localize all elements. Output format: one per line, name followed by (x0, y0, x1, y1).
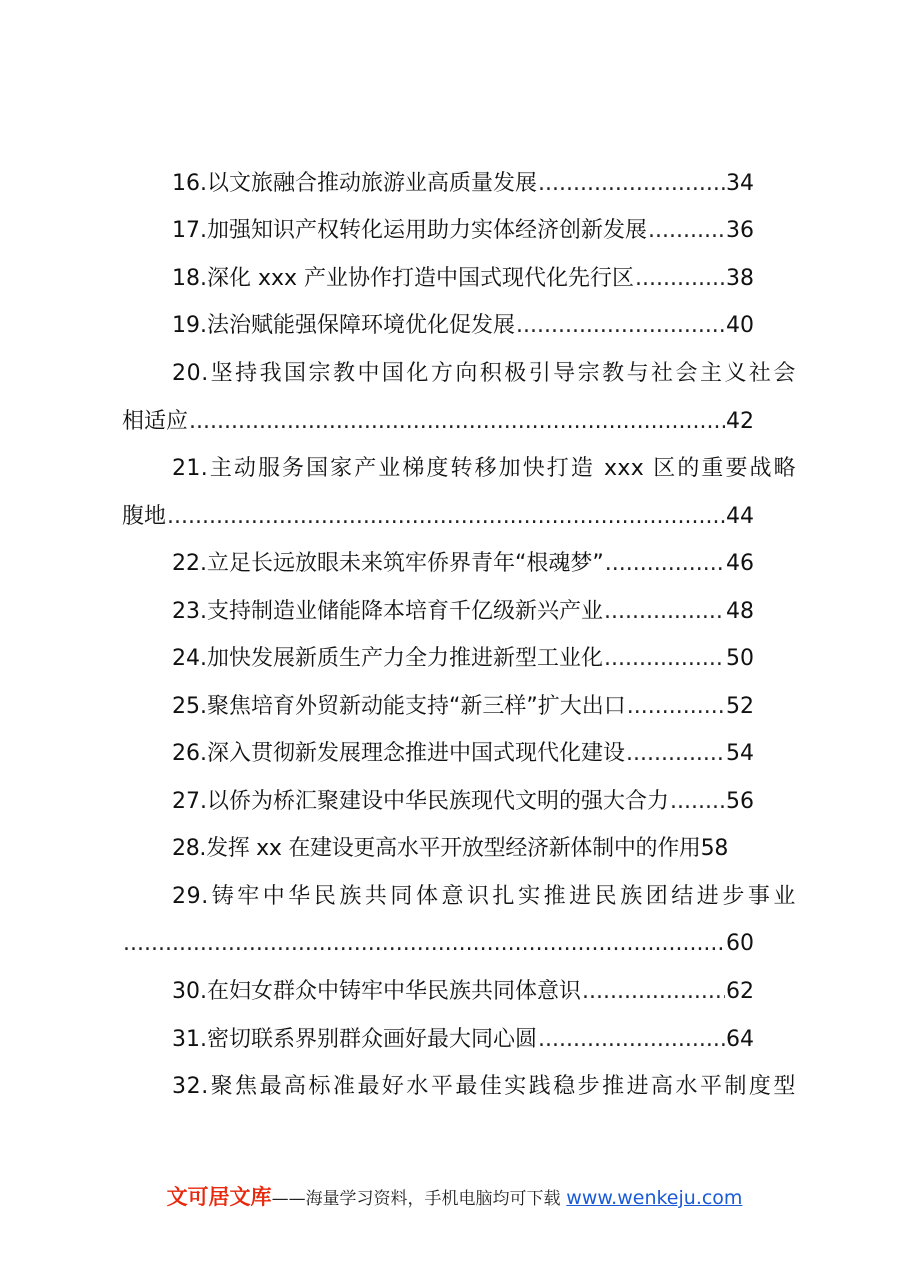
toc-entry[interactable] (0, 825, 909, 873)
toc-entry[interactable] (0, 683, 909, 731)
toc-entry-title: 17.加强知识产权转化运用助力实体经济创新发展 (172, 218, 647, 243)
toc-page-number: 40 (726, 313, 754, 338)
footer-tagline: ——海量学习资料，手机电脑均可下载 (271, 1189, 561, 1209)
toc-entry[interactable] (0, 540, 909, 588)
toc-entry-continuation[interactable] (0, 493, 909, 541)
toc-entry-title: 28.发挥 xx 在建设更高水平开放型经济新体制中的作用 (172, 836, 701, 861)
toc-leader-dots (670, 778, 725, 826)
toc-page-number: 42 (726, 409, 754, 434)
toc-page-number: 34 (726, 171, 754, 196)
toc-entry[interactable] (0, 1063, 909, 1111)
toc-entry[interactable] (0, 255, 909, 303)
toc-entry[interactable] (0, 588, 909, 636)
toc-entry-continuation[interactable] (0, 920, 909, 968)
toc-leader-dots (123, 920, 725, 968)
brand-name: 文可居文库 (166, 1185, 272, 1209)
toc-entry-continuation[interactable] (0, 398, 909, 446)
toc-page-number: 60 (726, 931, 754, 956)
toc-leader-dots (627, 683, 725, 731)
toc-entry-title: 31.密切联系界别群众画好最大同心圆 (172, 1027, 537, 1052)
toc-entry[interactable] (0, 968, 909, 1016)
toc-entry[interactable] (0, 207, 909, 255)
toc-page-number: 54 (726, 741, 754, 766)
toc-entry[interactable] (0, 160, 909, 208)
toc-entry[interactable] (0, 350, 909, 398)
toc-entry-title: 19.法治赋能强保障环境优化促发展 (172, 313, 515, 338)
toc-leader-dots (605, 540, 725, 588)
toc-entry-title: 20.坚持我国宗教中国化方向积极引导宗教与社会主义社会 (172, 361, 796, 386)
toc-leader-dots (516, 302, 725, 350)
toc-entry-title: 相适应 (122, 409, 189, 434)
toc-entry[interactable] (0, 635, 909, 683)
toc-entry[interactable] (0, 873, 909, 921)
toc-entry-title: 18.深化 xxx 产业协作打造中国式现代化先行区 (172, 266, 635, 291)
toc-leader-dots (626, 730, 725, 778)
toc-page-number: 36 (726, 218, 754, 243)
toc-page-number: 46 (726, 551, 754, 576)
toc-leader-dots (604, 588, 725, 636)
toc-entry-title: 23.支持制造业储能降本培育千亿级新兴产业 (172, 599, 603, 624)
toc-entry-title: 32.聚焦最高标准最好水平最佳实践稳步推进高水平制度型 (172, 1074, 796, 1099)
toc-leader-dots (538, 160, 725, 208)
toc-entry-title: 29.铸牢中华民族共同体意识扎实推进民族团结进步事业 (172, 884, 796, 909)
toc-leader-dots (648, 207, 725, 255)
toc-entry-title: 24.加快发展新质生产力全力推进新型工业化 (172, 646, 603, 671)
toc-leader-dots (167, 493, 725, 541)
toc-page-number: 58 (700, 836, 729, 861)
toc-leader-dots (604, 635, 725, 683)
toc-leader-dots (582, 968, 725, 1016)
website-link[interactable]: www.wenkeju.com (566, 1187, 743, 1209)
toc-entry-title: 22.立足长远放眼未来筑牢侨界青年“根魂梦” (172, 551, 604, 576)
toc-entry-title: 21.主动服务国家产业梯度转移加快打造 xxx 区的重要战略 (172, 456, 796, 481)
toc-leader-dots (189, 398, 725, 446)
toc-entry[interactable] (0, 778, 909, 826)
toc-page-number: 48 (726, 599, 754, 624)
toc-leader-dots (538, 1016, 725, 1064)
toc-page-number: 56 (726, 789, 754, 814)
toc-entry-title: 27.以侨为桥汇聚建设中华民族现代文明的强大合力 (172, 789, 669, 814)
toc-page-number: 38 (726, 266, 754, 291)
toc-page-number: 44 (726, 504, 754, 529)
footer-banner (0, 1183, 909, 1213)
toc-entry[interactable] (0, 302, 909, 350)
toc-entry-title: 26.深入贯彻新发展理念推进中国式现代化建设 (172, 741, 625, 766)
toc-entry[interactable] (0, 445, 909, 493)
toc-entry[interactable] (0, 1016, 909, 1064)
toc-entry-title: 16.以文旅融合推动旅游业高质量发展 (172, 171, 537, 196)
toc-entry-title: 30.在妇女群众中铸牢中华民族共同体意识 (172, 979, 581, 1004)
toc-page-number: 52 (726, 694, 754, 719)
toc-page-number: 64 (726, 1027, 754, 1052)
toc-page-number: 50 (726, 646, 754, 671)
toc-leader-dots (635, 255, 725, 303)
toc-entry[interactable] (0, 730, 909, 778)
toc-entry-title: 腹地 (122, 504, 167, 529)
toc-entry-title: 25.聚焦培育外贸新动能支持“新三样”扩大出口 (172, 694, 626, 719)
toc-page-number: 62 (726, 979, 754, 1004)
